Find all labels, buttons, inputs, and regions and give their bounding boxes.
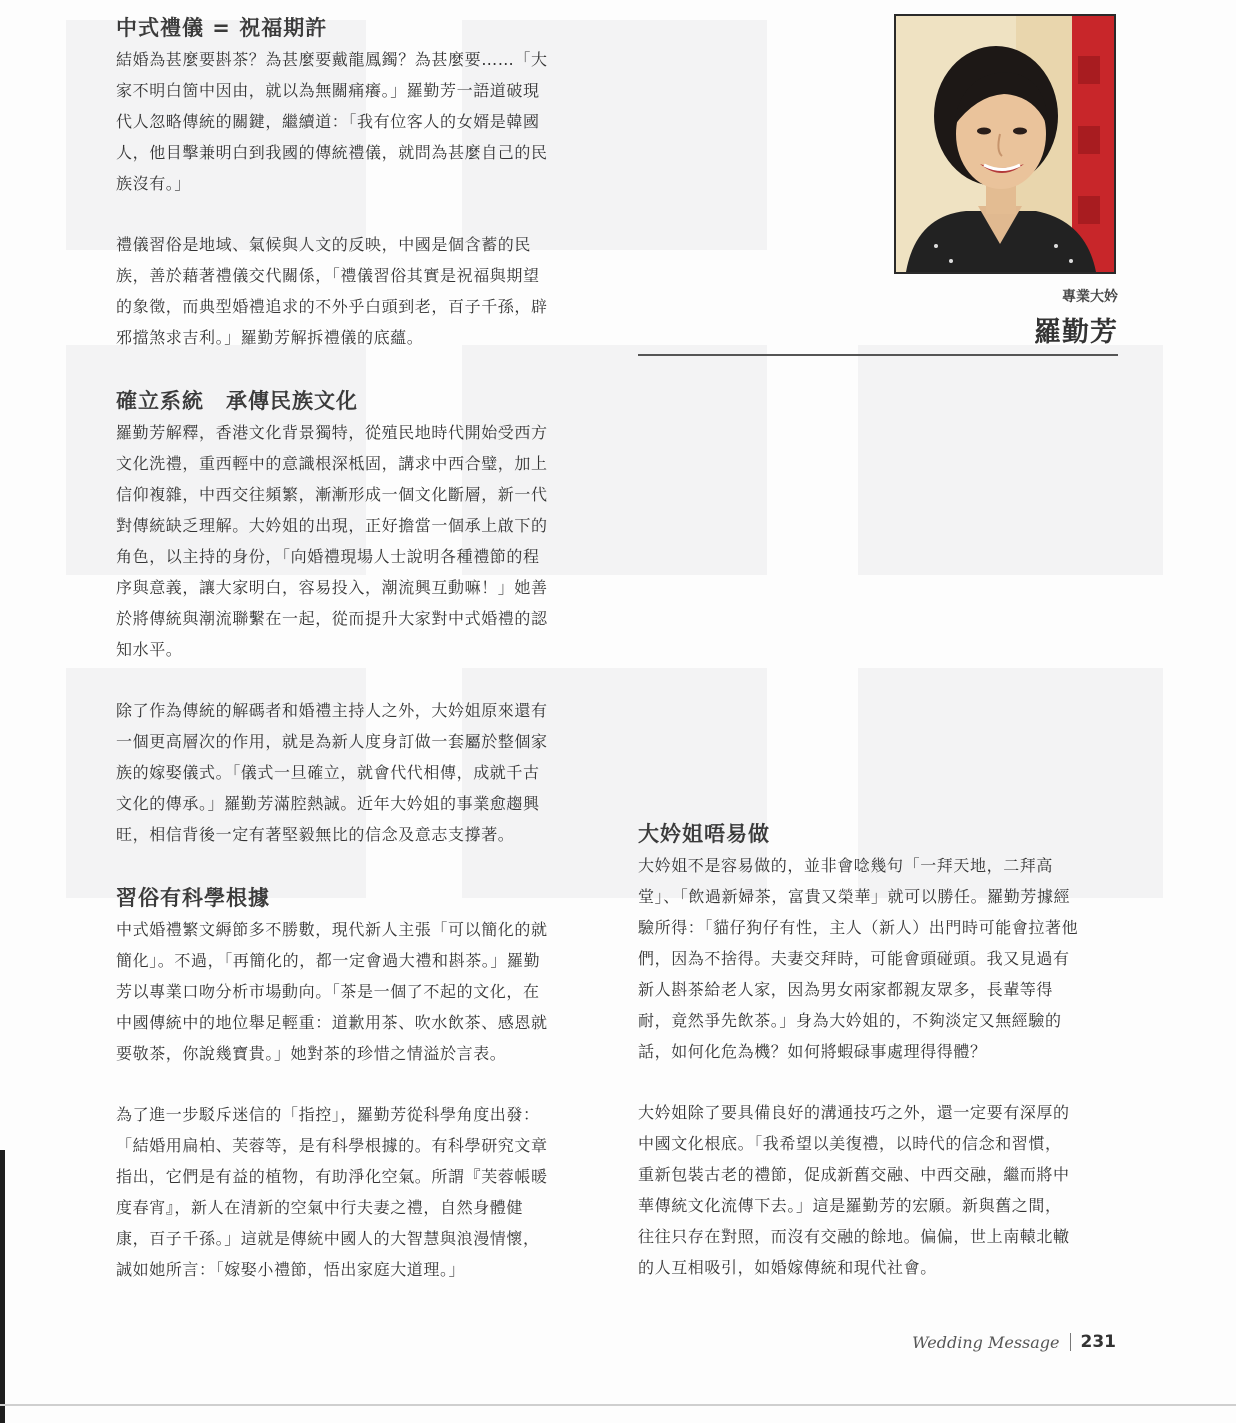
portrait-role: 專業大妗 (1062, 289, 1118, 305)
paragraph: 禮儀習俗是地域、氣候與人文的反映，中國是個含蓄的民 族，善於藉著禮儀交代關係，「禮儀習俗其實是祝福與期望 的象徵，而典型婚禮追求的不外乎白頭到老，百子千孫，辟 邪擋煞求吉利。」羅勤芳解拆禮儀的底蘊。 (116, 235, 548, 347)
binding-edge (0, 1150, 5, 1423)
right-column (638, 818, 1118, 1283)
page-number: 231 (1080, 1332, 1116, 1352)
footer-separator (1070, 1333, 1071, 1351)
page-footer (912, 1330, 1116, 1354)
section-heading-culture: 確立系統 承傳民族文化 (116, 389, 358, 413)
magazine-name: Wedding Message (912, 1332, 1060, 1352)
paragraph: 大妗姐除了要具備良好的溝通技巧之外，還一定要有深厚的 中國文化根底。「我希望以美復禮，以時代的信念和習慣， 重新包裝古老的禮節，促成新舊交融、中西交融，繼而將中 華傳統文化流傳下去。」這是羅勤芳的宏願。新與舊之間， 往往只存在對照，而沒有交融的餘地。偏偏，世上南轅北轍 的人互相吸引，如婚嫁傳統和現代社會。 (638, 1103, 1070, 1277)
caption-divider (638, 354, 1118, 356)
portrait-name: 羅勤芳 (1034, 317, 1118, 348)
scan-edge (0, 1404, 1236, 1406)
paragraph: 結婚為甚麼要斟茶？為甚麼要戴龍鳳鐲？為甚麼要……「大 家不明白箇中因由，就以為無關痛癢。」羅勤芳一語道破現 代人忽略傳統的關鍵，繼續道：「我有位客人的女婿是韓國 人，他目擊兼明白到我國的傳統禮儀，就問為甚麼自己的民 族沒有。」 (116, 50, 548, 193)
portrait-photo (894, 14, 1116, 274)
left-column (116, 12, 594, 1285)
paragraph: 為了進一步駁斥迷信的「指控」，羅勤芳從科學角度出發： 「結婚用扁柏、芙蓉等，是有科學根據的。有科學研究文章 指出，它們是有益的植物，有助淨化空氣。所謂『芙蓉帳暖 度春宵』，新人在清新的空氣中行夫妻之禮，自然身體健 康，百子千孫。」這就是傳統中國人的大智慧與浪漫情懷， 誠如她所言：「嫁娶小禮節，悟出家庭大道理。」 (116, 1105, 548, 1279)
section-heading-not-easy: 大妗姐唔易做 (638, 822, 770, 846)
show-through-block (858, 345, 1163, 575)
section-heading-science: 習俗有科學根據 (116, 886, 270, 910)
paragraph: 大妗姐不是容易做的，並非會唸幾句「一拜天地，二拜高 堂」、「飲過新婦茶，富貴又榮華」就可以勝任。羅勤芳據經 驗所得：「貓仔狗仔有性，主人（新人）出門時可能會拉著他 們，因為不捨得。夫妻交拜時，可能會頭碰頭。我又見過有 新人斟茶給老人家，因為男女兩家都親友眾多，長輩等得 耐，竟然爭先飲茶。」身為大妗姐的，不夠淡定又無經驗的 話，如何化危為機？如何將蝦碌事處理得得體？ (638, 856, 1079, 1061)
paragraph: 中式婚禮繁文縟節多不勝數，現代新人主張「可以簡化的就 簡化」。不過，「再簡化的，都一定會過大禮和斟茶。」羅勤 芳以專業口吻分析市場動向。「茶是一個了不起的文化，在 中國傳統中的地位舉足輕重：道歉用茶、吹水飲茶、感恩就 要敬茶，你說幾寶貴。」她對茶的珍惜之情溢於言表。 (116, 920, 548, 1063)
portrait-illustration (896, 16, 1114, 272)
paragraph: 羅勤芳解釋，香港文化背景獨特，從殖民地時代開始受西方 文化洗禮，重西輕中的意識根深柢固，講求中西合璧，加上 信仰複雜，中西交往頻繁，漸漸形成一個文化斷層，新一代 對傳統缺乏理解。大妗姐的出現，正好擔當一個承上啟下的 角色，以主持的身份，「向婚禮現場人士說明各種禮節的程 序與意義，讓大家明白，容易投入，潮流興互動嘛！」她善 於將傳統與潮流聯繫在一起，從而提升大家對中式婚禮的認 知水平。 (116, 423, 548, 659)
paragraph: 除了作為傳統的解碼者和婚禮主持人之外，大妗姐原來還有 一個更高層次的作用，就是為新人度身訂做一套屬於整個家 族的嫁娶儀式。「儀式一旦確立，就會代代相傳，成就千古 文化的傳承。」羅勤芳滿腔熱誠。近年大妗姐的事業愈趨興 旺，相信背後一定有著堅毅無比的信念及意志支撐著。 (116, 701, 548, 844)
section-heading-etiquette: 中式禮儀 = 祝福期許 (116, 16, 328, 40)
